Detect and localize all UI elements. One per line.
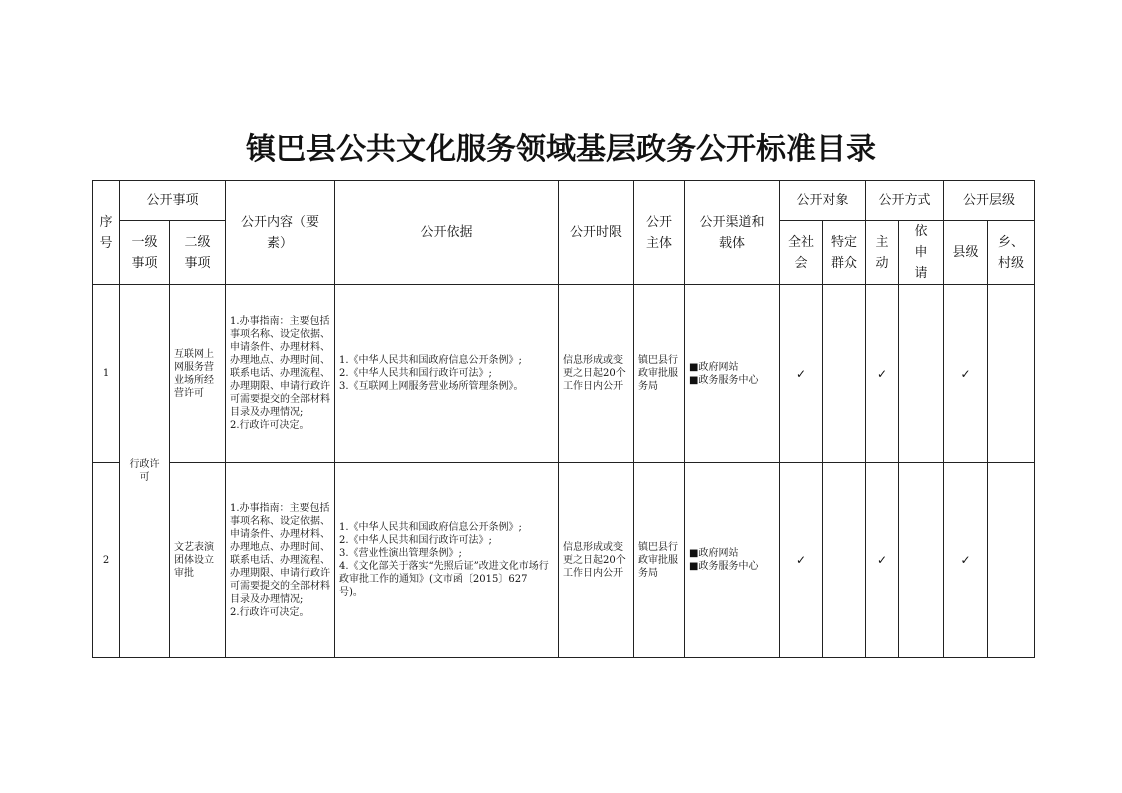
level2-matter: 文艺表演团体设立审批 [170, 463, 226, 658]
header-content: 公开内容（要素） [226, 181, 335, 285]
header-matter: 公开事项 [120, 181, 226, 221]
check-level-county: ✓ [944, 463, 988, 658]
disclosure-basis: 1.《中华人民共和国政府信息公开条例》; 2.《中华人民共和国行政许可法》; 3.《互联网上网服务营业场所管理条例》。 [335, 285, 559, 463]
disclosure-basis: 1.《中华人民共和国政府信息公开条例》; 2.《中华人民共和国行政许可法》; 3.《营业性演出管理条例》; 4.《文化部关于落实“先照后证”改进文化市场行政审批工作的通知》(文市函〔2015〕627 号)。 [335, 463, 559, 658]
header-method-active: 主动 [866, 221, 899, 285]
check-method-apply [899, 285, 944, 463]
time-limit: 信息形成或变更之日起20个工作日内公开 [559, 285, 634, 463]
disclosure-subject: 镇巴县行政审批服务局 [634, 285, 685, 463]
header-method: 公开方式 [866, 181, 944, 221]
disclosure-subject: 镇巴县行政审批服务局 [634, 463, 685, 658]
header-subject: 公开主体 [634, 181, 685, 285]
check-target-all: ✓ [780, 463, 823, 658]
header-target-specific: 特定群众 [823, 221, 866, 285]
header-level2: 二级事项 [170, 221, 226, 285]
header-level1: 一级事项 [120, 221, 170, 285]
header-row-1 [93, 181, 1035, 221]
header-time-limit: 公开时限 [559, 181, 634, 285]
table-row [93, 285, 1035, 463]
disclosure-content: 1.办事指南：主要包括事项名称、设定依据、申请条件、办理材料、办理地点、办理时间、联系电话、办理流程、办理期限、申请行政许可需要提交的全部材料目录及办理情况; 2.行政许可决定。 [226, 285, 335, 463]
catalog-table [92, 180, 1035, 658]
page-title: 镇巴县公共文化服务领域基层政务公开标准目录 [246, 132, 876, 167]
check-method-active: ✓ [866, 285, 899, 463]
disclosure-content: 1.办事指南：主要包括事项名称、设定依据、申请条件、办理材料、办理地点、办理时间、联系电话、办理流程、办理期限、申请行政许可需要提交的全部材料目录及办理情况; 2.行政许可决定。 [226, 463, 335, 658]
check-target-specific [823, 463, 866, 658]
check-level-town [988, 463, 1035, 658]
level2-matter: 互联网上网服务营业场所经营许可 [170, 285, 226, 463]
time-limit: 信息形成或变更之日起20个工作日内公开 [559, 463, 634, 658]
check-method-active: ✓ [866, 463, 899, 658]
check-target-specific [823, 285, 866, 463]
disclosure-channel: ■政府网站 ■政务服务中心 [685, 463, 780, 658]
header-seq: 序号 [93, 181, 120, 285]
row-seq: 2 [93, 463, 120, 658]
header-level: 公开层级 [944, 181, 1035, 221]
header-method-apply: 依申请 [899, 221, 944, 285]
check-method-apply [899, 463, 944, 658]
check-level-county: ✓ [944, 285, 988, 463]
table-row [93, 463, 1035, 658]
header-level-county: 县级 [944, 221, 988, 285]
header-basis: 公开依据 [335, 181, 559, 285]
header-target-all: 全社会 [780, 221, 823, 285]
header-level-town: 乡、村级 [988, 221, 1035, 285]
header-target: 公开对象 [780, 181, 866, 221]
header-channel: 公开渠道和载体 [685, 181, 780, 285]
check-target-all: ✓ [780, 285, 823, 463]
check-level-town [988, 285, 1035, 463]
disclosure-channel: ■政府网站 ■政务服务中心 [685, 285, 780, 463]
row-seq: 1 [93, 285, 120, 463]
level1-matter: 行政许可 [120, 285, 170, 658]
